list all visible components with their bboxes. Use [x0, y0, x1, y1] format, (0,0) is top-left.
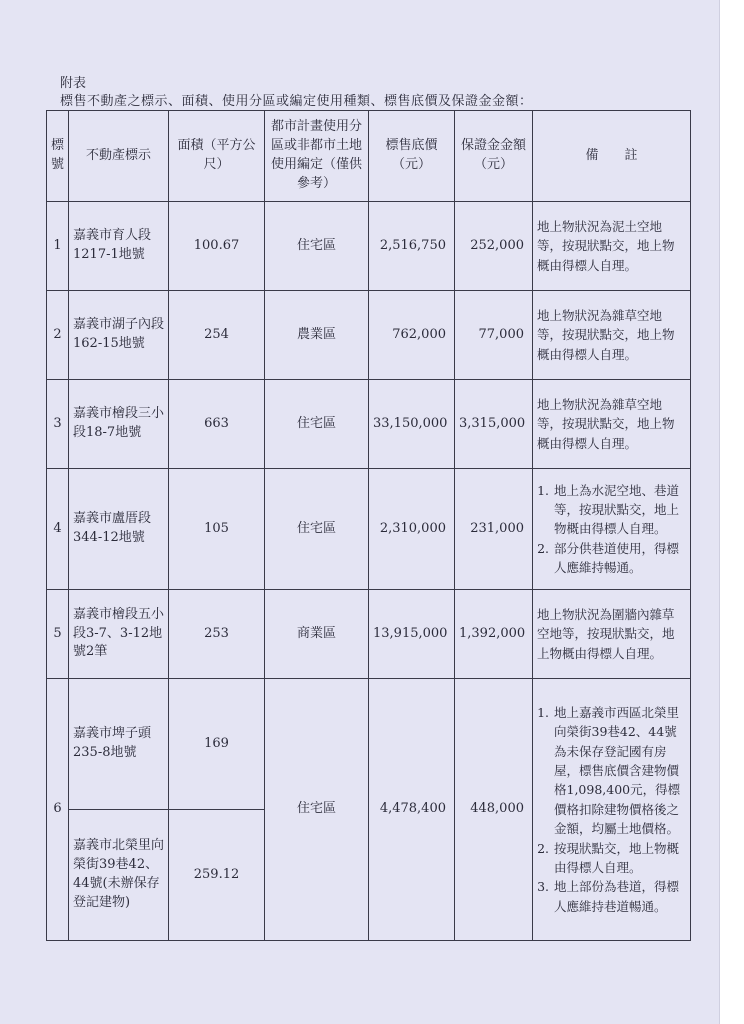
- cell-property: 嘉義市埤子頭235-8地號: [69, 679, 169, 810]
- page-edge: [719, 0, 744, 1024]
- cell-deposit: 77,000: [455, 291, 533, 380]
- table-row: [47, 202, 691, 291]
- cell-deposit: 231,000: [455, 469, 533, 590]
- cell-area: 105: [169, 469, 265, 590]
- cell-deposit: 3,315,000: [455, 380, 533, 469]
- cell-area: 254: [169, 291, 265, 380]
- remarks-item: 2. 部分供巷道使用，得標人應維持暢通。: [553, 539, 686, 578]
- table-row: [47, 590, 691, 679]
- cell-remarks: 地上物狀況為圍牆內雜草空地等，按現狀點交，地上物概由得標人自理。: [533, 590, 691, 679]
- header-base-price: 標售底價（元）: [369, 111, 455, 202]
- cell-no: 1: [47, 202, 69, 291]
- cell-remarks: 地上物狀況為泥土空地等，按現狀點交，地上物概由得標人自理。: [533, 202, 691, 291]
- remarks-item: 1. 地上為水泥空地、巷道等，按現狀點交，地上物概由得標人自理。: [553, 481, 686, 539]
- cell-area: 253: [169, 590, 265, 679]
- cell-property: 嘉義市北榮里向榮街39巷42、44號(未辦保存登記建物): [69, 810, 169, 941]
- cell-base-price: 13,915,000: [369, 590, 455, 679]
- remarks-item: 1. 地上嘉義市西區北榮里向榮街39巷42、44號為未保存登記國有房屋，標售底價含建物價格1,098,400元，得標價格扣除建物價格後之金額，均屬土地價格。: [553, 703, 686, 839]
- cell-remarks: [533, 469, 691, 590]
- cell-base-price: 4,478,400: [369, 679, 455, 941]
- cell-area: 259.12: [169, 810, 265, 941]
- header-no: 標號: [47, 111, 69, 202]
- cell-area: 100.67: [169, 202, 265, 291]
- cell-property: 嘉義市檜段三小段18-7地號: [69, 380, 169, 469]
- cell-zoning: 農業區: [265, 291, 369, 380]
- cell-zoning: 住宅區: [265, 202, 369, 291]
- cell-deposit: 1,392,000: [455, 590, 533, 679]
- cell-deposit: 448,000: [455, 679, 533, 941]
- header-area: 面積（平方公尺）: [169, 111, 265, 202]
- header-row: [47, 111, 691, 202]
- cell-property: 嘉義市湖子內段162-15地號: [69, 291, 169, 380]
- cell-deposit: 252,000: [455, 202, 533, 291]
- cell-property: 嘉義市育人段1217-1地號: [69, 202, 169, 291]
- header-deposit: 保證金金額（元）: [455, 111, 533, 202]
- header-property: 不動產標示: [69, 111, 169, 202]
- cell-remarks: 地上物狀況為雜草空地等，按現狀點交，地上物概由得標人自理。: [533, 380, 691, 469]
- table-row: [47, 469, 691, 590]
- cell-zoning: 住宅區: [265, 679, 369, 941]
- remarks-item: 3. 地上部份為巷道，得標人應維持巷道暢通。: [553, 877, 686, 916]
- cell-no: 2: [47, 291, 69, 380]
- cell-area: 663: [169, 380, 265, 469]
- cell-property: 嘉義市檜段五小段3-7、3-12地號2筆: [69, 590, 169, 679]
- cell-remarks: 地上物狀況為雜草空地等，按現狀點交，地上物概由得標人自理。: [533, 291, 691, 380]
- remarks-item: 2. 按現狀點交，地上物概由得標人自理。: [553, 839, 686, 878]
- cell-no: 6: [47, 679, 69, 941]
- attachment-label: 附表: [60, 76, 87, 91]
- table-row: [47, 380, 691, 469]
- table-row: [47, 291, 691, 380]
- cell-area: 169: [169, 679, 265, 810]
- document-title: 標售不動產之標示、面積、使用分區或編定使用種類、標售底價及保證金金額：: [60, 94, 533, 109]
- cell-zoning: 商業區: [265, 590, 369, 679]
- cell-base-price: 2,516,750: [369, 202, 455, 291]
- cell-base-price: 762,000: [369, 291, 455, 380]
- cell-zoning: 住宅區: [265, 469, 369, 590]
- cell-base-price: 2,310,000: [369, 469, 455, 590]
- cell-no: 3: [47, 380, 69, 469]
- header-zoning: 都市計畫使用分區或非都市土地使用編定（僅供參考）: [265, 111, 369, 202]
- cell-no: 4: [47, 469, 69, 590]
- cell-property: 嘉義市盧厝段344-12地號: [69, 469, 169, 590]
- header-remarks: 備 註: [533, 111, 691, 202]
- cell-base-price: 33,150,000: [369, 380, 455, 469]
- table-row: [47, 679, 691, 810]
- cell-remarks: [533, 679, 691, 941]
- remarks-list: [537, 703, 686, 916]
- remarks-list: [537, 481, 686, 578]
- property-table: [46, 110, 691, 941]
- cell-no: 5: [47, 590, 69, 679]
- cell-zoning: 住宅區: [265, 380, 369, 469]
